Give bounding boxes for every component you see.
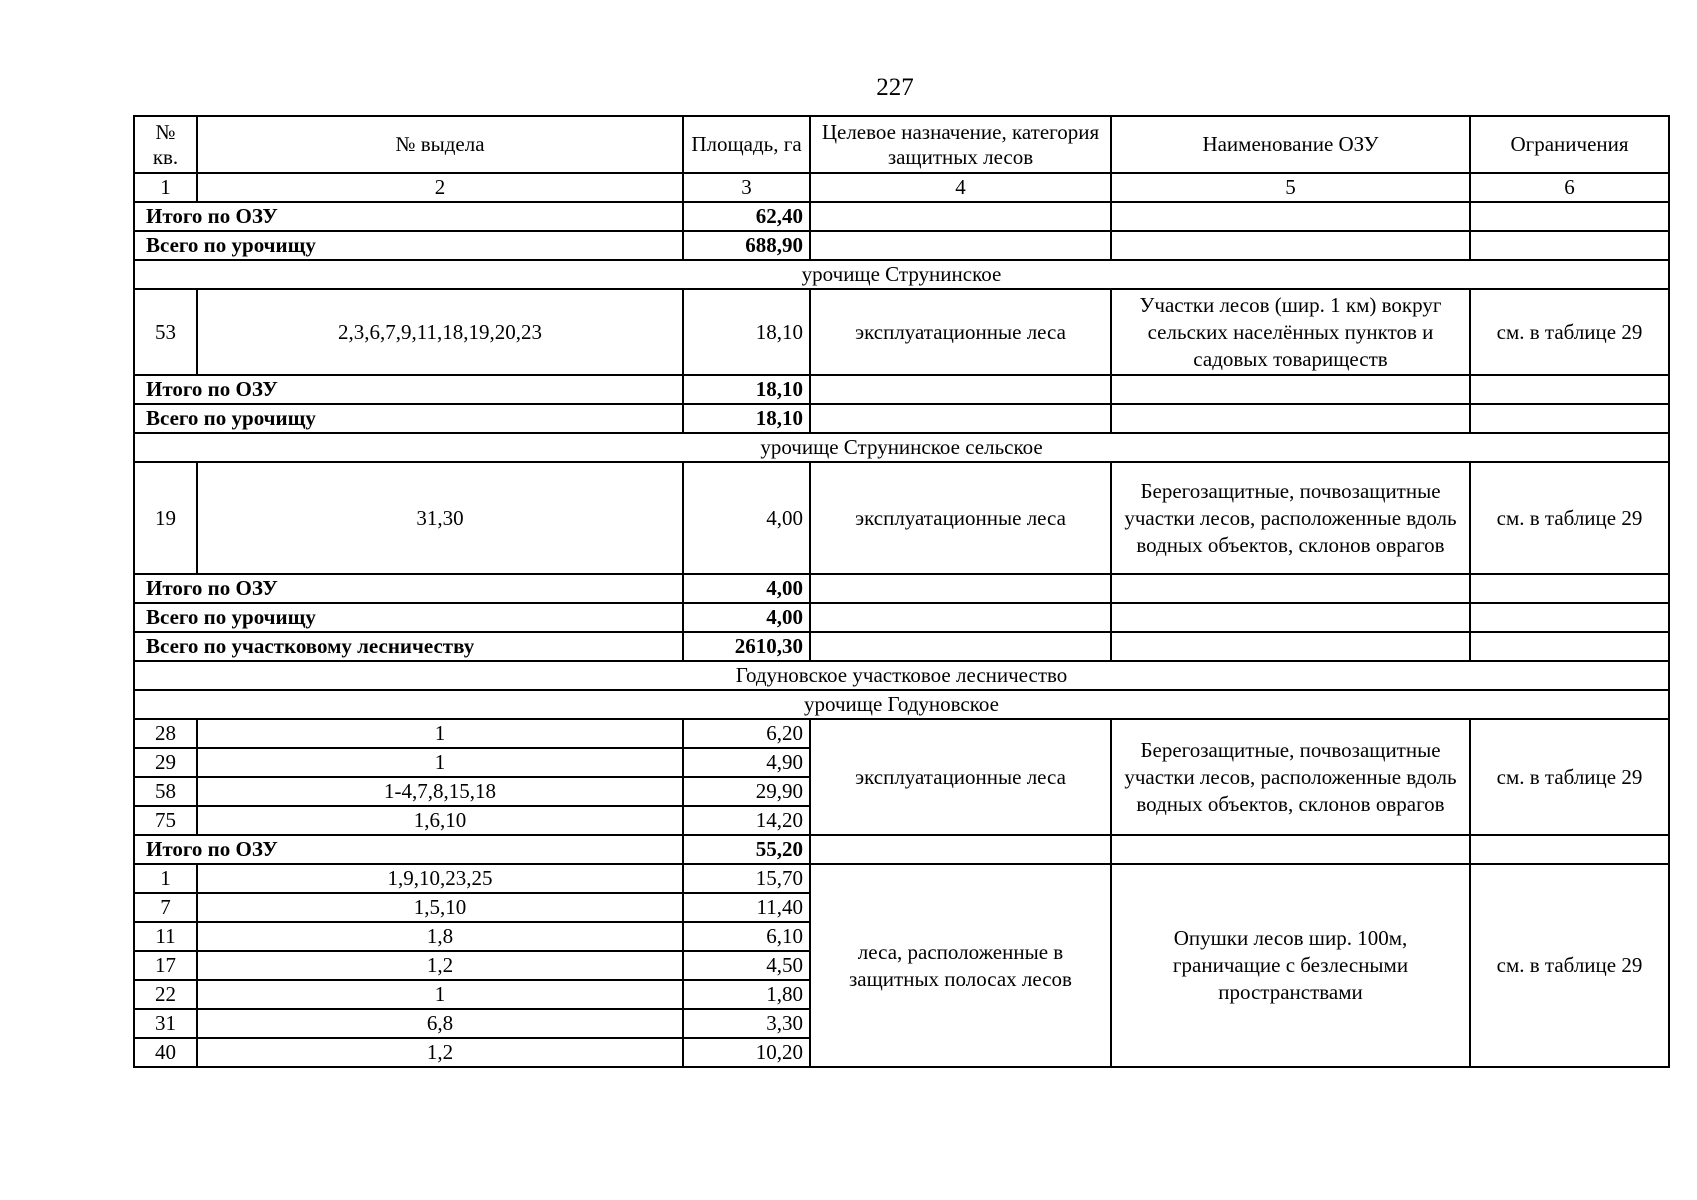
- section-title-row: [134, 690, 1669, 719]
- kv-cell: 17: [134, 951, 197, 980]
- vydel-cell: 1,6,10: [197, 806, 683, 835]
- area-cell: 6,20: [683, 719, 810, 748]
- table-row: [134, 462, 1669, 574]
- restriction-cell: см. в таблице 29: [1470, 462, 1669, 574]
- kv-cell: 40: [134, 1038, 197, 1067]
- area-cell: 10,20: [683, 1038, 810, 1067]
- total-uroch-value: 18,10: [683, 404, 810, 433]
- area-cell: 18,10: [683, 289, 810, 375]
- ozu-name-cell: Опушки лесов шир. 100м, граничащие с безлесными пространствами: [1111, 864, 1470, 1067]
- vydel-cell: 1,9,10,23,25: [197, 864, 683, 893]
- total-ozu-value: 55,20: [683, 835, 810, 864]
- total-uroch-label: Всего по урочищу: [134, 231, 683, 260]
- area-cell: 11,40: [683, 893, 810, 922]
- column-number: 6: [1470, 173, 1669, 202]
- column-number: 2: [197, 173, 683, 202]
- column-number-row: [134, 173, 1669, 202]
- total-ozu-row: [134, 375, 1669, 404]
- vydel-cell: 1,2: [197, 951, 683, 980]
- total-ozu-label: Итого по ОЗУ: [134, 202, 683, 231]
- header-ozu-name: Наименование ОЗУ: [1111, 116, 1470, 173]
- total-uroch-value: 4,00: [683, 603, 810, 632]
- total-ozu-label: Итого по ОЗУ: [134, 375, 683, 404]
- table-row: [134, 719, 1669, 748]
- header-kv: № кв.: [134, 116, 197, 173]
- vydel-cell: 1: [197, 980, 683, 1009]
- ozu-name-cell: Берегозащитные, почвозащитные участки лесов, расположенные вдоль водных объектов, склонов оврагов: [1111, 462, 1470, 574]
- total-ozu-row: [134, 835, 1669, 864]
- total-uroch-row: [134, 603, 1669, 632]
- total-ozu-value: 4,00: [683, 574, 810, 603]
- area-cell: 1,80: [683, 980, 810, 1009]
- purpose-cell: эксплуатационные леса: [810, 289, 1111, 375]
- area-cell: 14,20: [683, 806, 810, 835]
- column-number: 3: [683, 173, 810, 202]
- kv-cell: 75: [134, 806, 197, 835]
- column-number: 1: [134, 173, 197, 202]
- kv-cell: 19: [134, 462, 197, 574]
- restriction-cell: см. в таблице 29: [1470, 289, 1669, 375]
- vydel-cell: 1,8: [197, 922, 683, 951]
- total-uroch-label: Всего по урочищу: [134, 404, 683, 433]
- table-header-row: [134, 116, 1669, 173]
- total-uroch-row: [134, 231, 1669, 260]
- total-uroch-label: Всего по урочищу: [134, 603, 683, 632]
- header-area: Площадь, га: [683, 116, 810, 173]
- restriction-cell: см. в таблице 29: [1470, 864, 1669, 1067]
- table-row: [134, 864, 1669, 893]
- lesnichestvo-title: Годуновское участковое лесничество: [134, 661, 1669, 690]
- total-ozu-label: Итого по ОЗУ: [134, 835, 683, 864]
- total-ozu-label: Итого по ОЗУ: [134, 574, 683, 603]
- area-cell: 15,70: [683, 864, 810, 893]
- area-cell: 6,10: [683, 922, 810, 951]
- area-cell: 3,30: [683, 1009, 810, 1038]
- area-cell: 4,50: [683, 951, 810, 980]
- vydel-cell: 6,8: [197, 1009, 683, 1038]
- kv-cell: 31: [134, 1009, 197, 1038]
- restriction-cell: см. в таблице 29: [1470, 719, 1669, 835]
- vydel-cell: 1: [197, 748, 683, 777]
- section-title: урочище Струнинское сельское: [134, 433, 1669, 462]
- total-uroch-value: 688,90: [683, 231, 810, 260]
- column-number: 5: [1111, 173, 1470, 202]
- ozu-name-cell: Участки лесов (шир. 1 км) вокруг сельских населённых пунктов и садовых товариществ: [1111, 289, 1470, 375]
- area-cell: 4,00: [683, 462, 810, 574]
- column-number: 4: [810, 173, 1111, 202]
- lesnichestvo-title-row: [134, 661, 1669, 690]
- section-title-row: [134, 260, 1669, 289]
- vydel-cell: 31,30: [197, 462, 683, 574]
- header-vydel: № выдела: [197, 116, 683, 173]
- ozu-name-cell: Берегозащитные, почвозащитные участки лесов, расположенные вдоль водных объектов, склонов оврагов: [1111, 719, 1470, 835]
- purpose-cell: эксплуатационные леса: [810, 719, 1111, 835]
- vydel-cell: 1: [197, 719, 683, 748]
- kv-cell: 1: [134, 864, 197, 893]
- kv-cell: 29: [134, 748, 197, 777]
- kv-cell: 28: [134, 719, 197, 748]
- vydel-cell: 1,2: [197, 1038, 683, 1067]
- header-purpose: Целевое назначение, категория защитных лесов: [810, 116, 1111, 173]
- table-row: [134, 289, 1669, 375]
- purpose-cell: эксплуатационные леса: [810, 462, 1111, 574]
- total-ozu-row: [134, 574, 1669, 603]
- total-lesnichestvo-row: [134, 632, 1669, 661]
- header-restrictions: Ограничения: [1470, 116, 1669, 173]
- area-cell: 4,90: [683, 748, 810, 777]
- forest-ozu-table: [133, 115, 1670, 1068]
- vydel-cell: 1,5,10: [197, 893, 683, 922]
- kv-cell: 53: [134, 289, 197, 375]
- page-number: 227: [876, 74, 914, 101]
- kv-cell: 7: [134, 893, 197, 922]
- total-lesnichestvo-value: 2610,30: [683, 632, 810, 661]
- total-lesnichestvo-label: Всего по участковому лесничеству: [134, 632, 683, 661]
- area-cell: 29,90: [683, 777, 810, 806]
- total-ozu-value: 18,10: [683, 375, 810, 404]
- vydel-cell: 1-4,7,8,15,18: [197, 777, 683, 806]
- vydel-cell: 2,3,6,7,9,11,18,19,20,23: [197, 289, 683, 375]
- section-title-row: [134, 433, 1669, 462]
- kv-cell: 22: [134, 980, 197, 1009]
- section-title: урочище Струнинское: [134, 260, 1669, 289]
- kv-cell: 58: [134, 777, 197, 806]
- total-uroch-row: [134, 404, 1669, 433]
- kv-cell: 11: [134, 922, 197, 951]
- total-ozu-row: [134, 202, 1669, 231]
- section-title: урочище Годуновское: [134, 690, 1669, 719]
- purpose-cell: леса, расположенные в защитных полосах лесов: [810, 864, 1111, 1067]
- total-ozu-value: 62,40: [683, 202, 810, 231]
